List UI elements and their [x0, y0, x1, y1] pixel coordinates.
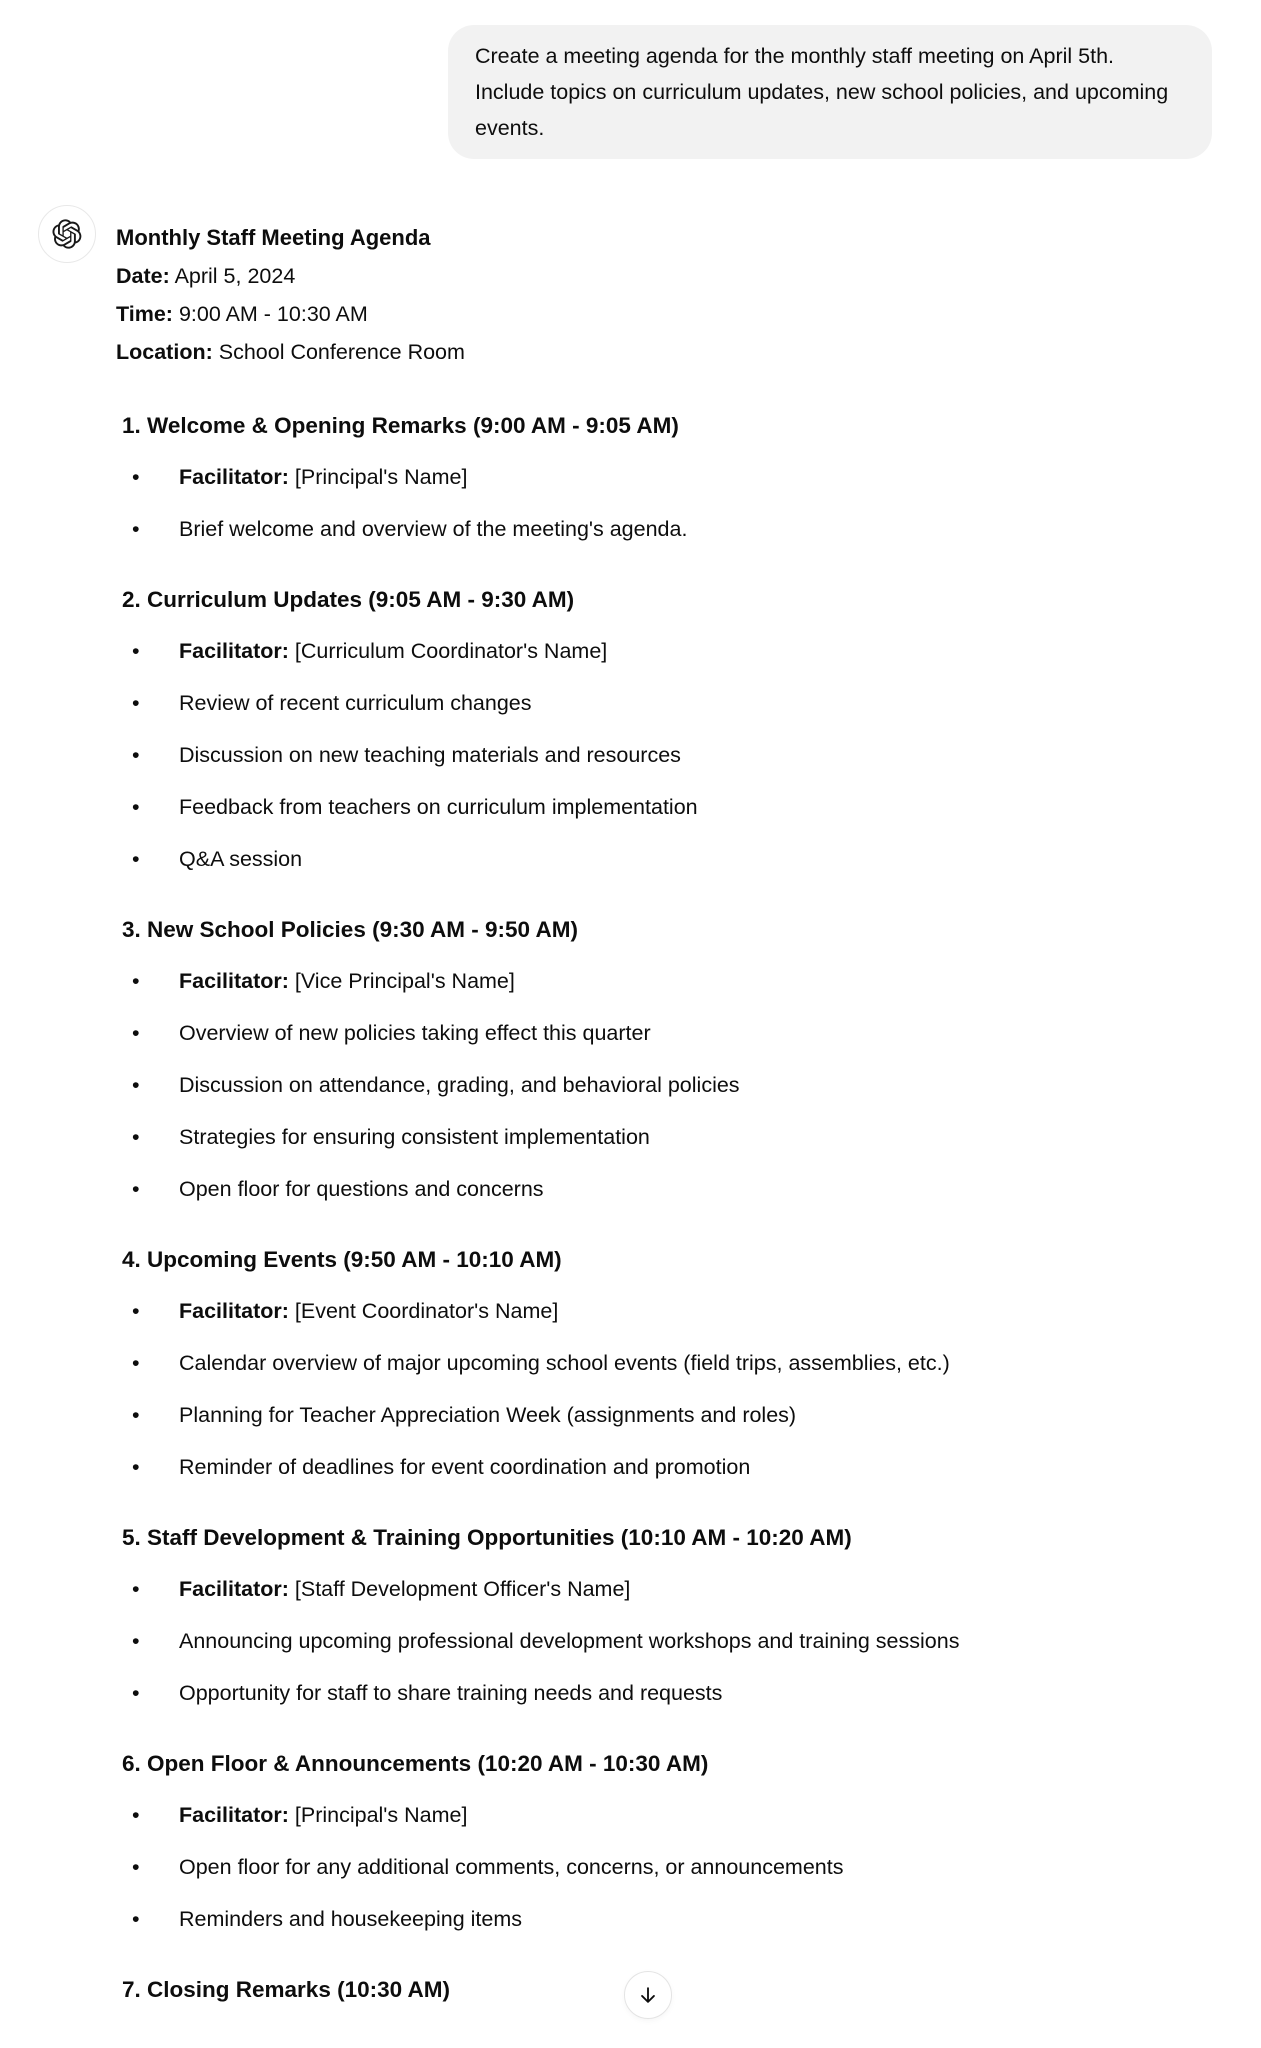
date-value: April 5, 2024 [174, 264, 296, 288]
bullet-item: • Facilitator: [Curriculum Coordinator's Name] [116, 635, 1146, 667]
bullet-label: Facilitator: [179, 639, 289, 663]
section-heading: 1. Welcome & Opening Remarks (9:00 AM - 9:05 AM) [122, 413, 679, 438]
date-label: Date: [116, 264, 170, 288]
assistant-avatar [38, 205, 96, 263]
bullet-item: • Announcing upcoming professional development workshops and training sessions [116, 1625, 1146, 1657]
section-bullet-list [116, 1799, 1146, 1935]
arrow-down-icon [637, 1984, 659, 2006]
bullet-item: • Facilitator: [Event Coordinator's Name] [116, 1295, 1146, 1327]
section-heading: 5. Staff Development & Training Opportunities (10:10 AM - 10:20 AM) [122, 1525, 852, 1550]
bullet-item: • Discussion on attendance, grading, and behavioral policies [116, 1069, 1146, 1101]
assistant-message-content [116, 219, 1146, 2005]
section-bullet-list [116, 965, 1146, 1205]
agenda-sections [116, 411, 1146, 2005]
bullet-item: • Discussion on new teaching materials and resources [116, 739, 1146, 771]
agenda-section [116, 411, 1146, 545]
bullet-label: Facilitator: [179, 465, 289, 489]
bullet-item: • Calendar overview of major upcoming school events (field trips, assemblies, etc.) [116, 1347, 1146, 1379]
bullet-item: • Facilitator: [Principal's Name] [116, 461, 1146, 493]
time-label: Time: [116, 302, 173, 326]
bullet-label: Facilitator: [179, 1803, 289, 1827]
agenda-section [116, 1749, 1146, 1935]
location-value: School Conference Room [218, 340, 465, 364]
section-heading: 7. Closing Remarks (10:30 AM) [122, 1977, 451, 2002]
user-message-text: Create a meeting agenda for the monthly staff meeting on April 5th. Include topics on curriculum updates, new school policies, and upcoming events. [475, 44, 1169, 140]
section-bullet-list [116, 1573, 1146, 1709]
bullet-item: • Strategies for ensuring consistent implementation [116, 1121, 1146, 1153]
bullet-item: • Overview of new policies taking effect this quarter [116, 1017, 1146, 1049]
agenda-location-line [116, 333, 1146, 371]
section-heading: 6. Open Floor & Announcements (10:20 AM - 10:30 AM) [122, 1751, 709, 1776]
bullet-item: • Opportunity for staff to share training needs and requests [116, 1677, 1146, 1709]
bullet-item: • Facilitator: [Principal's Name] [116, 1799, 1146, 1831]
bullet-item: • Facilitator: [Vice Principal's Name] [116, 965, 1146, 997]
bullet-item: • Brief welcome and overview of the meeting's agenda. [116, 513, 1146, 545]
assistant-message-row [0, 219, 1261, 2005]
bullet-item: • Q&A session [116, 843, 1146, 875]
bullet-item: • Open floor for any additional comments, concerns, or announcements [116, 1851, 1146, 1883]
bullet-item: • Planning for Teacher Appreciation Week (assignments and roles) [116, 1399, 1146, 1431]
agenda-section [116, 585, 1146, 875]
bullet-label: Facilitator: [179, 1577, 289, 1601]
section-bullet-list [116, 1295, 1146, 1483]
bullet-item: • Open floor for questions and concerns [116, 1173, 1146, 1205]
section-bullet-list [116, 461, 1146, 545]
bullet-item: • Feedback from teachers on curriculum implementation [116, 791, 1146, 823]
user-message-bubble [448, 25, 1212, 159]
bullet-item: • Reminders and housekeeping items [116, 1903, 1146, 1935]
agenda-time-line [116, 295, 1146, 333]
location-label: Location: [116, 340, 213, 364]
section-heading: 3. New School Policies (9:30 AM - 9:50 AM) [122, 917, 578, 942]
bullet-item: • Facilitator: [Staff Development Officer's Name] [116, 1573, 1146, 1605]
bullet-item: • Review of recent curriculum changes [116, 687, 1146, 719]
agenda-section [116, 1245, 1146, 1483]
agenda-date-line [116, 257, 1146, 295]
section-heading: 2. Curriculum Updates (9:05 AM - 9:30 AM) [122, 587, 575, 612]
agenda-section [116, 915, 1146, 1205]
section-heading: 4. Upcoming Events (9:50 AM - 10:10 AM) [122, 1247, 562, 1272]
bullet-label: Facilitator: [179, 969, 289, 993]
section-bullet-list [116, 635, 1146, 875]
user-message-row [0, 0, 1261, 159]
agenda-section [116, 1523, 1146, 1709]
scroll-to-bottom-button[interactable] [624, 1971, 672, 2019]
bullet-label: Facilitator: [179, 1299, 289, 1323]
time-value: 9:00 AM - 10:30 AM [178, 302, 368, 326]
bullet-item: • Reminder of deadlines for event coordination and promotion [116, 1451, 1146, 1483]
openai-logo-icon [52, 219, 82, 249]
agenda-title: Monthly Staff Meeting Agenda [116, 225, 431, 250]
